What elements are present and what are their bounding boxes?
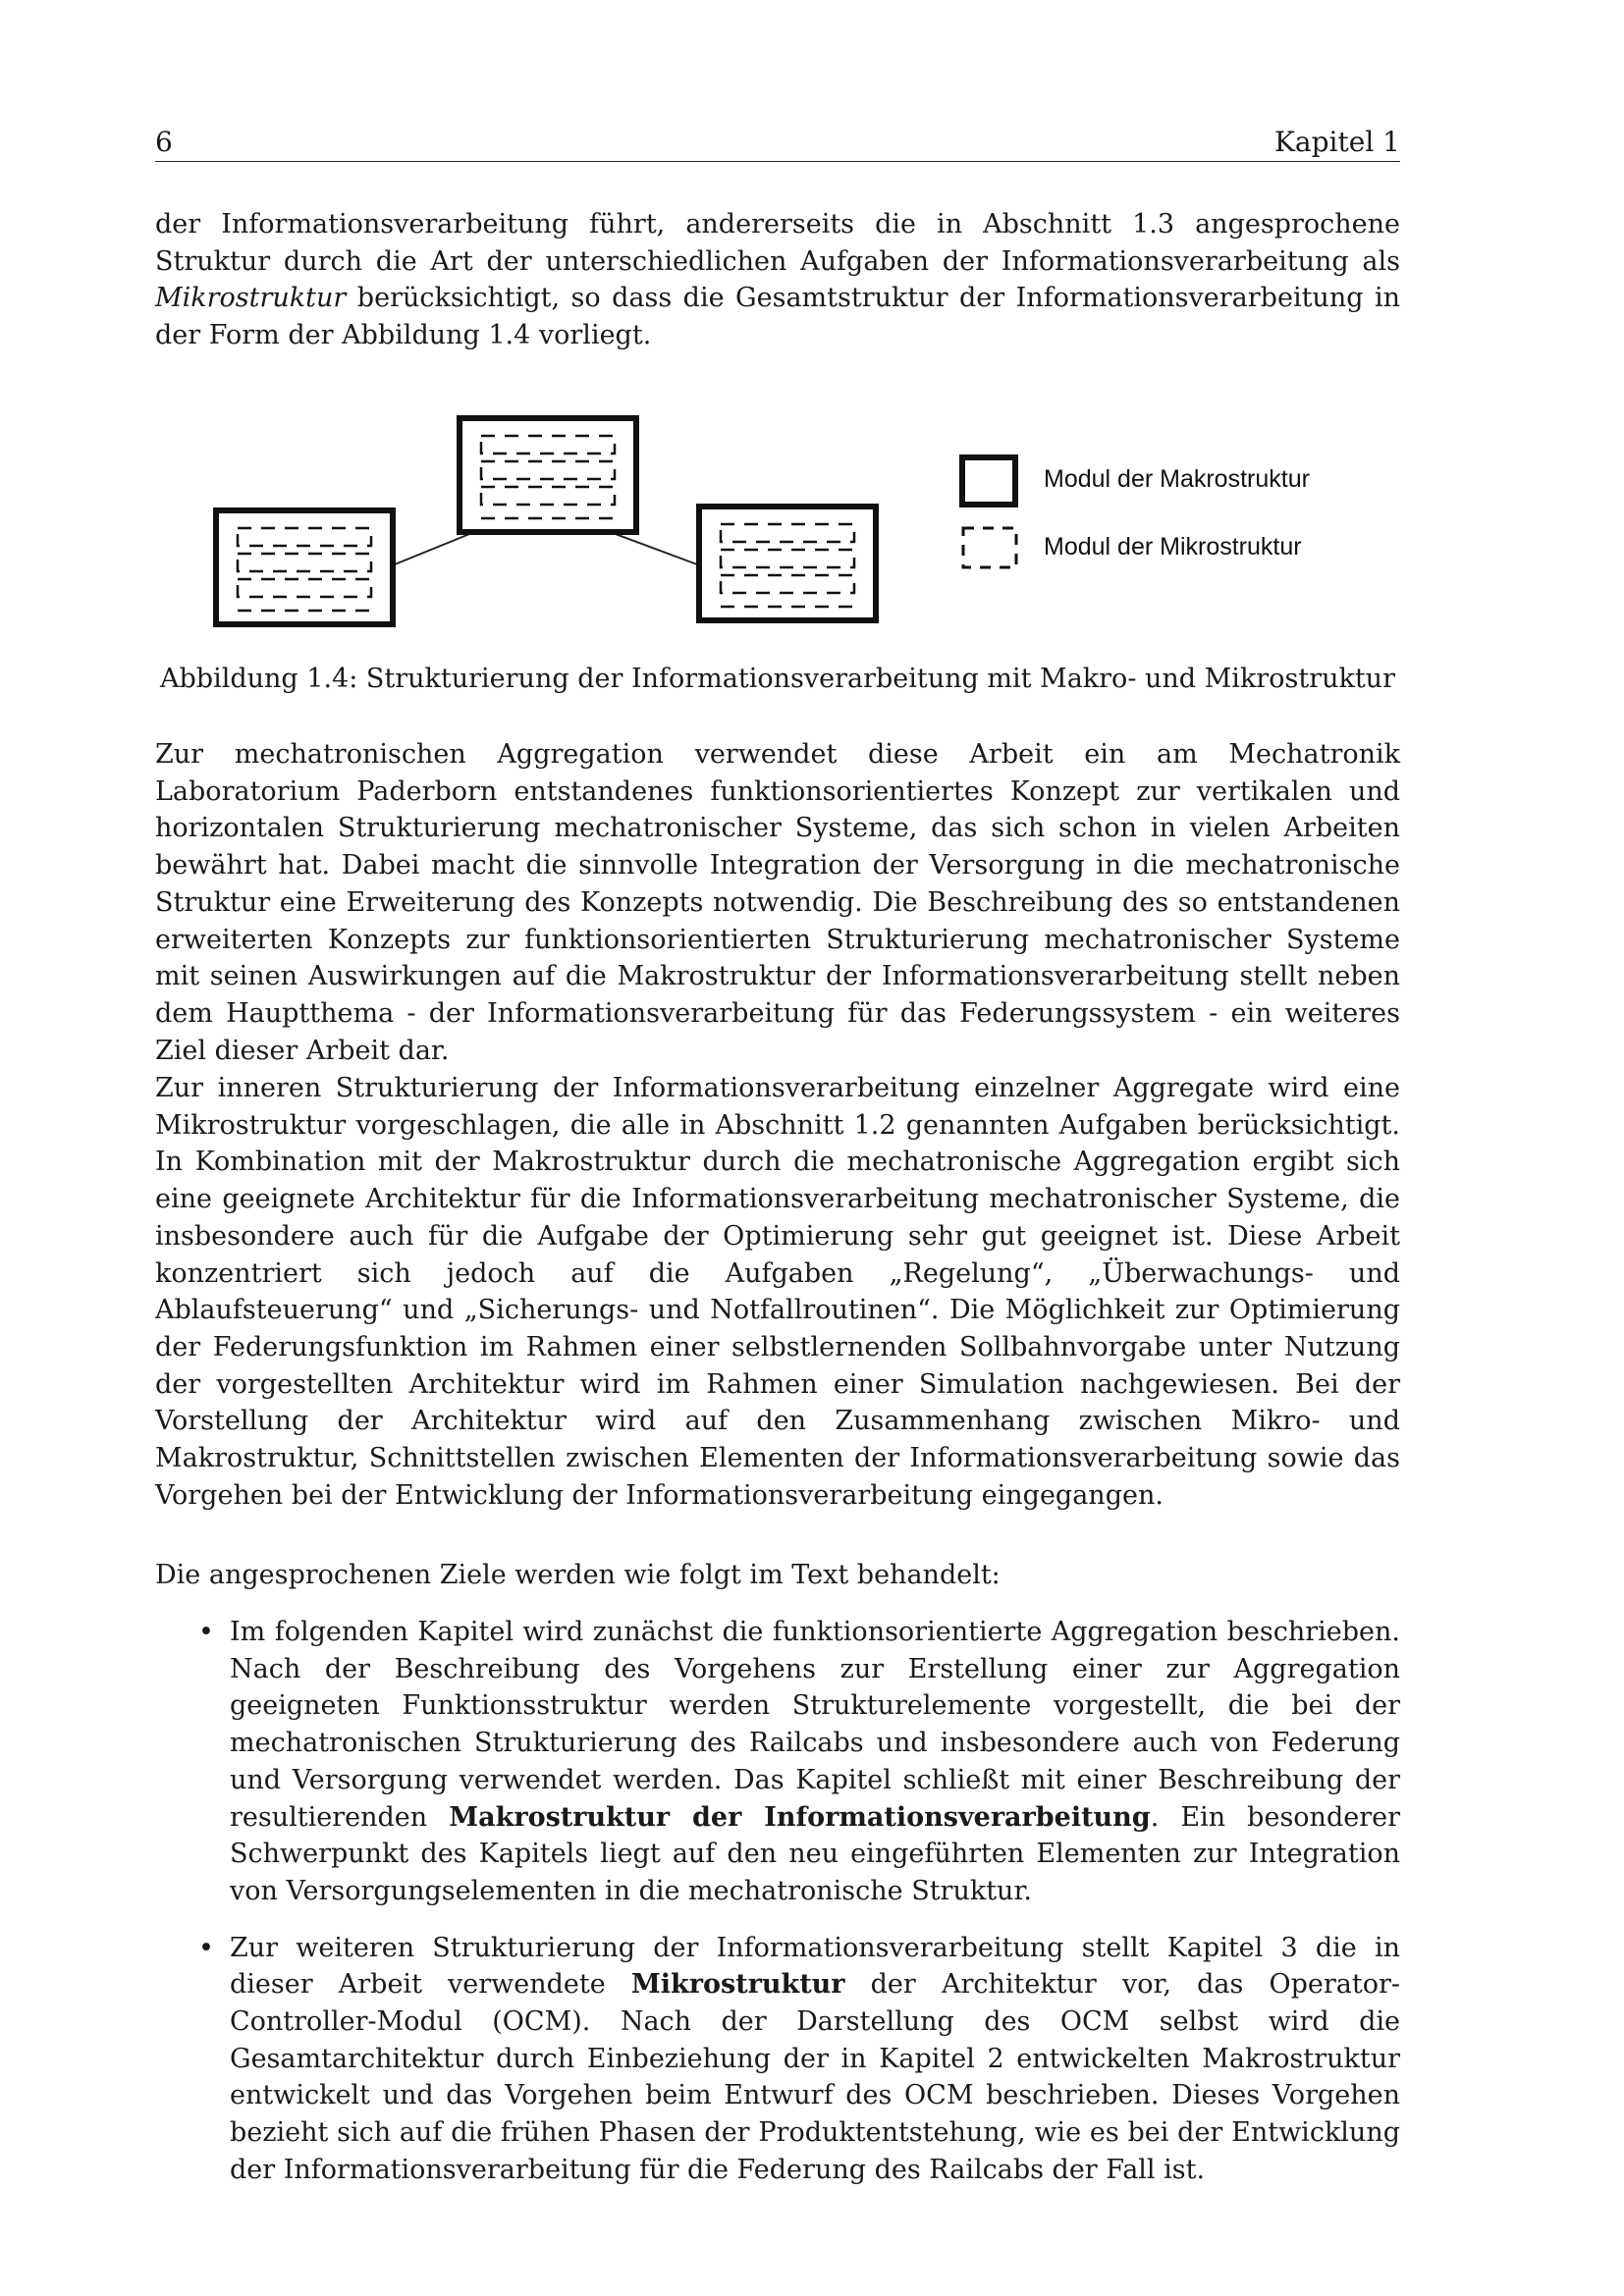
list-item-text-2: . Ein besonderer Schwerpunkt des Kapitels liegt auf den neu eingeführten Elementen zur Integration von Versorgungselementen in die mechatronische Struktur.	[230, 1801, 1400, 1906]
macro-module-right	[699, 507, 876, 620]
list-item-bold: Mikrostruktur	[630, 1969, 845, 2001]
list-item	[155, 1930, 1400, 2189]
intro-text-2: berücksichtigt, so dass die Gesamtstruktur der Informationsverarbeitung in der Form der Abbildung 1.4 vorliegt.	[155, 283, 1400, 351]
intro-text-1: der Informationsverarbeitung führt, andererseits die in Abschnitt 1.3 angesprochene Struktur durch die Art der unterschiedlichen Aufgaben der Informationsverarbeitung als	[155, 209, 1400, 277]
macro-module-left	[216, 510, 393, 624]
paragraph-aggregation: Zur mechatronischen Aggregation verwendet diese Arbeit ein am Mechatronik Laboratorium Paderborn entstandenes funktionsorientiertes Konzept zur vertikalen und horizontalen Strukturierung mechatronischer Systeme, das sich schon in vielen Arbeiten bewährt hat. Dabei macht die sinnvolle Integration der Versorgung in die mechatronische Struktur eine Erweiterung des Konzepts notwendig. Die Beschreibung des so entstandenen erweiterten Konzepts zur funktionsorientierten Strukturierung mechatronischer Systeme mit seinen Auswirkungen auf die Makrostruktur der Informationsverarbeitung stellt neben dem Hauptthema - der Informationsverarbeitung für das Federungssystem - ein weiteres Ziel dieser Arbeit dar.	[155, 739, 1400, 1066]
goals-list	[155, 1614, 1400, 2189]
structure-diagram	[206, 402, 1424, 638]
legend-macro-symbol	[962, 457, 1015, 505]
legend-macro-label: Modul der Makrostruktur	[1044, 465, 1310, 493]
list-item-bold: Makrostruktur der Informationsverarbeitung	[449, 1801, 1151, 1833]
page-header	[155, 124, 1400, 162]
list-item	[155, 1614, 1400, 1910]
connector-right	[605, 530, 697, 564]
list-item-text-2: der Architektur vor, das Operator-Controller-Modul (OCM). Nach der Darstellung des OCM selbst wird die Gesamtarchitektur durch Einbeziehung der in Kapitel 2 entwickelten Makrostruktur entwickelt und das Vorgehen beim Entwurf des OCM beschrieben. Dieses Vorgehen bezieht sich auf die frühen Phasen der Produktentstehung, wie es bei der Entwicklung der Informationsverarbeitung für die Federung des Railcabs der Fall ist.	[230, 1969, 1400, 2185]
bullet-icon: •	[198, 1932, 214, 1963]
list-item-text-1: Im folgenden Kapitel wird zunächst die funktionsorientierte Aggregation beschrieben. Nach der Beschreibung des Vorgehens zur Erstellung einer zur Aggregation geeigneten Funktionsstruktur werden Strukturelemente vorgestellt, die bei der mechatronischen Strukturierung des Railcabs und insbesondere auch von Federung und Versorgung verwendet werden. Das Kapitel schließt mit einer Beschreibung der resultierenden	[230, 1617, 1400, 1833]
connector-left	[395, 530, 479, 564]
list-item-text-1: Zur weiteren Strukturierung der Informationsverarbeitung stellt Kapitel 3 die in dieser Arbeit verwendete	[230, 1932, 1400, 2001]
list-item-text	[230, 1930, 1400, 2189]
figure-caption: Abbildung 1.4: Strukturierung der Informationsverarbeitung mit Makro- und Mikrostruktur	[160, 664, 1395, 694]
figure-1-4	[206, 402, 1424, 638]
intro-paragraph	[155, 206, 1400, 354]
paragraph-goals-intro: Die angesprochenen Ziele werden wie folgt im Text behandelt:	[155, 1560, 1001, 1590]
legend-micro-label: Modul der Mikrostruktur	[1044, 533, 1302, 561]
bullet-icon: •	[198, 1617, 214, 1647]
list-item-text	[230, 1614, 1400, 1910]
paragraph-microstructure: Zur inneren Strukturierung der Informationsverarbeitung einzelner Aggregate wird eine Mikrostruktur vorgeschlagen, die alle in Abschnitt 1.2 genannten Aufgaben berücksichtigt. In Kombination mit der Makrostruktur durch die mechatronische Aggregation ergibt sich eine geeignete Architektur für die Informationsverarbeitung mechatronischer Systeme, die insbesondere auch für die Aufgabe der Optimierung sehr gut geeignet ist. Diese Arbeit konzentriert sich jedoch auf die Aufgaben „Regelung“, „Überwachungs- und Ablaufsteuerung“ und „Sicherungs- und Notfallroutinen“. Die Möglichkeit zur Optimierung der Federungsfunktion im Rahmen einer selbstlernenden Sollbahnvorgabe unter Nutzung der vorgestellten Architektur wird im Rahmen einer Simulation nachgewiesen. Bei der Vorstellung der Architektur wird auf den Zusammenhang zwischen Mikro- und Makrostruktur, Schnittstellen zwischen Elementen der Informationsverarbeitung sowie das Vorgehen bei der Entwicklung der Informationsverarbeitung eingegangen.	[155, 1073, 1400, 1511]
chapter-title: Kapitel 1	[1274, 126, 1400, 158]
page-number: 6	[155, 126, 173, 158]
legend-micro-symbol	[963, 528, 1016, 567]
intro-emphasis: Mikrostruktur	[155, 283, 347, 314]
macro-module-top	[460, 418, 636, 532]
